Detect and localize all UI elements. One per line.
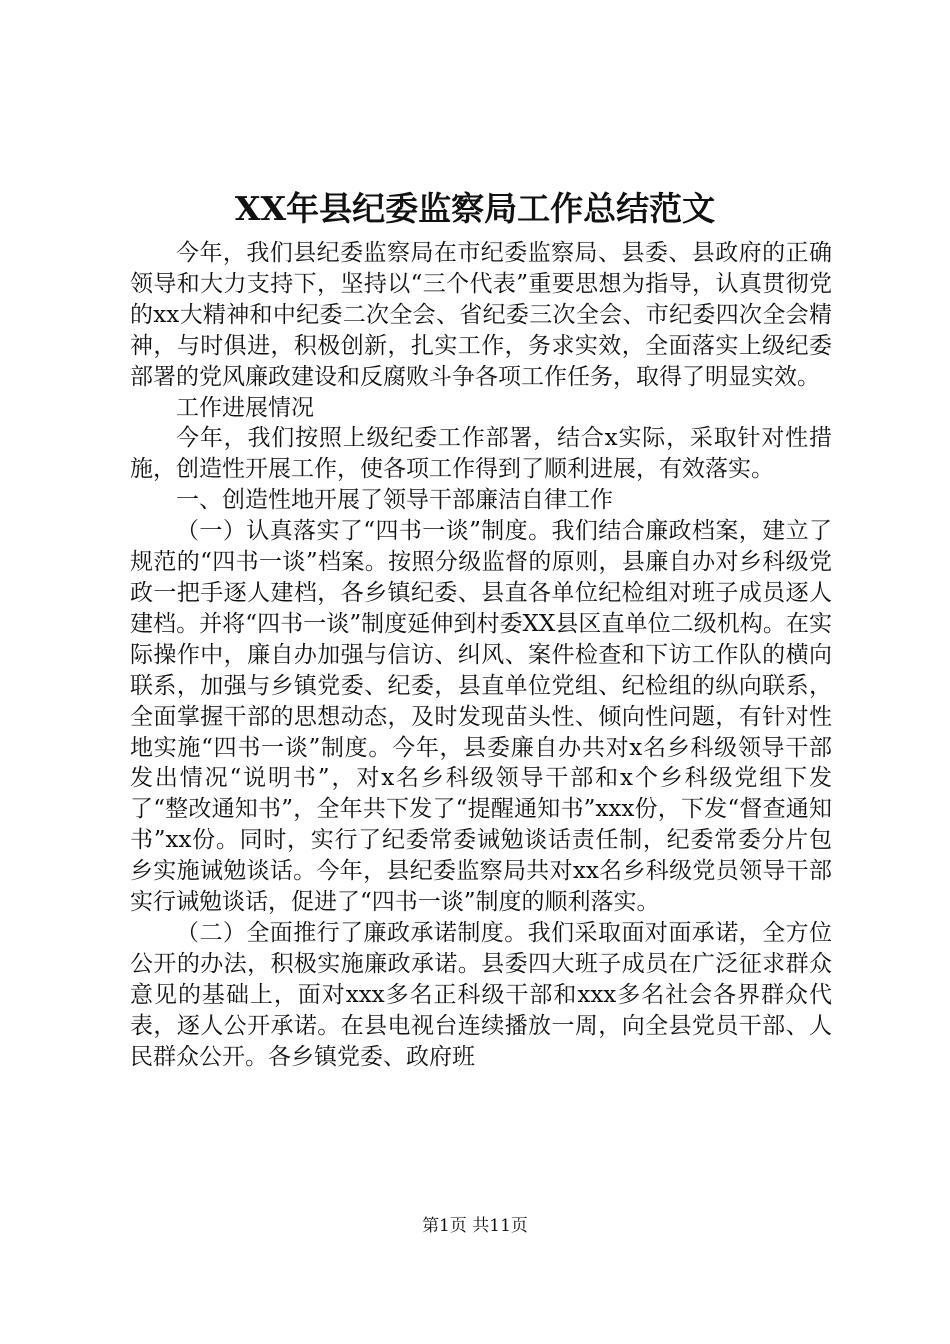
paragraph-progress: 今年，我们按照上级纪委工作部署，结合x实际，采取针对性措施，创造性开展工作，使各项工作得到了顺利进展，有效落实。 [130,425,832,483]
paragraph-item-one: （一）认真落实了“四书一谈”制度。我们结合廉政档案，建立了规范的“四书一谈”档案。按照分级监督的原则，县廉自办对乡科级党政一把手逐人建档，各乡镇纪委、县直各单位纪检组对班子成员逐人建档。并将“四书一谈”制度延伸到村委XX县区直单位二级机构。在实际操作中，廉自办加强与信访、纠风、案件检查和下访工作队的横向联系，加强与乡镇党委、纪委，县直单位党组、纪检组的纵向联系，全面掌握干部的思想动态，及时发现苗头性、倾向性问题，有针对性地实施“四书一谈”制度。今年，县委廉自办共对x名乡科级领导干部发出情况“说明书”，对x名乡科级领导干部和x个乡科级党组下发了“整改通知书”，全年共下发了“提醒通知书”xxx份，下发“督查通知书”xx份。同时，实行了纪委常委诫勉谈话责任制，纪委常委分片包乡实施诫勉谈话。今年，县纪委监察局共对xx名乡科级党员领导干部实行诫勉谈话，促进了“四书一谈”制度的顺利落实。 [130,518,832,916]
paragraph-section-heading: 工作进展情况 [176,394,314,421]
paragraph-heading-one: 一、创造性地开展了领导干部廉洁自律工作 [176,487,613,514]
paragraph-item-two: （二）全面推行了廉政承诺制度。我们采取面对面承诺，全方位公开的办法，积极实施廉政承诺。县委四大班子成员在广泛征求群众意见的基础上，面对xxx多名正科级干部和xxx多名社会各界群众代表，逐人公开承诺。在县电视台连续播放一周，向全县党员干部、人民群众公开。各乡镇党委、政府班 [130,919,832,1070]
page-number-footer: 第1页 共11页 [422,1216,528,1236]
document-title: XX年县纪委监察局工作总结范文 [234,189,716,228]
document-body [130,238,832,1072]
paragraph-intro: 今年，我们县纪委监察局在市纪委监察局、县委、县政府的正确领导和大力支持下，坚持以“三个代表”重要思想为指导，认真贯彻党的xx大精神和中纪委二次全会、省纪委三次全会、市纪委四次全会精神，与时俱进，积极创新，扎实工作，务求实效，全面落实上级纪委部署的党风廉政建设和反腐败斗争各项工作任务，取得了明显实效。 [130,240,832,390]
